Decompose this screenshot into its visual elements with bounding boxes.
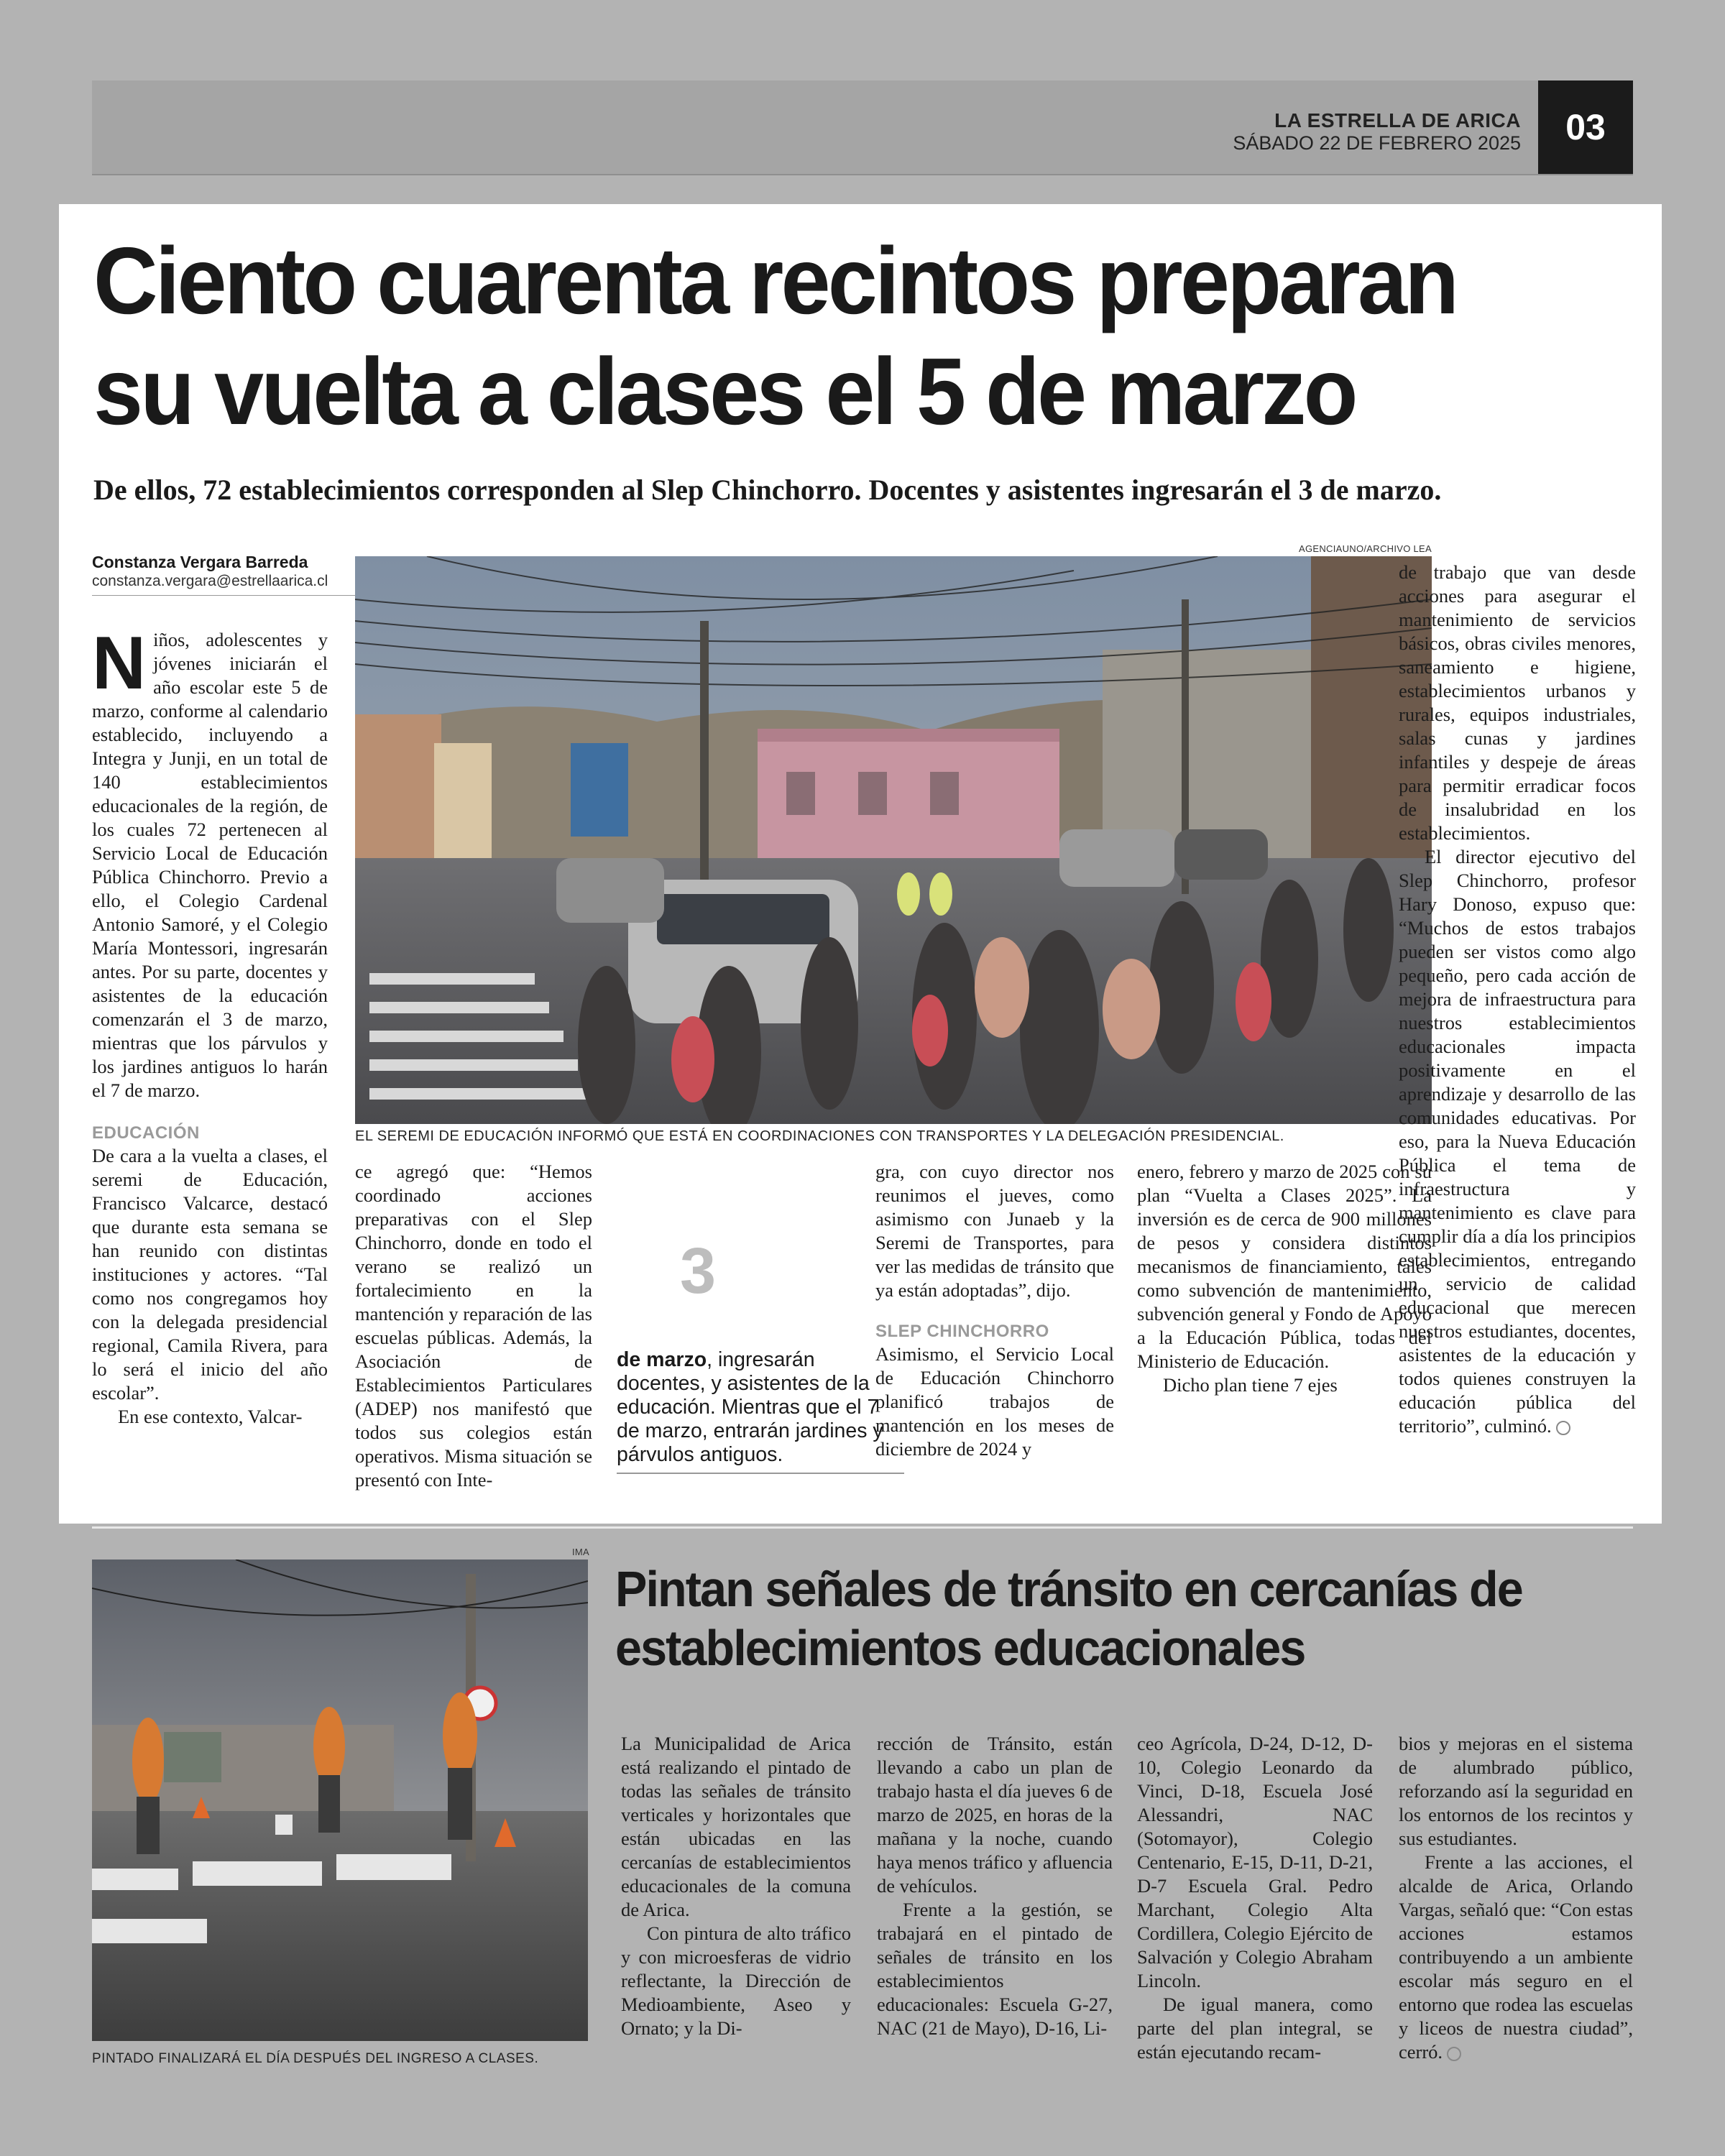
photo-caption: EL SEREMI DE EDUCACIÓN INFORMÓ QUE ESTÁ EN COORDINACIONES CON TRANSPORTES Y LA DELEGACIÓN PRESIDENCIAL. xyxy=(355,1128,1284,1144)
article-column-4 xyxy=(875,1160,1114,1461)
section-heading-educacion: EDUCACIÓN xyxy=(92,1123,200,1143)
byline xyxy=(92,552,394,596)
article2-column-2 xyxy=(877,1732,1113,2040)
drop-cap: N xyxy=(92,622,147,705)
pull-quote-text xyxy=(617,1348,904,1467)
pull-quote-body: , ingresarán docentes, y asistentes de la educación. Mientras que el 7 de marzo, entrarán jardines y párvulos antiguos. xyxy=(617,1348,883,1466)
paragraph: El director ejecutivo del Slep Chinchorro, profesor Hary Donoso, expuso que: “Muchos de estos trabajos pueden ser vistos como algo pequeño, pero cada acción de mejora de infraestructura para nuestros establecimientos educacionales impacta positivamente en el aprendizaje y desarrollo de las comunidades educativas. Por eso, para la Nueva Educación Pública el tema de infraestructura y mantenimiento es clave para cumplir día a día los principios establecimientos, entregando un servicio de calidad educacional que merecen nuestros estudiantes, docentes, asistentes de la educación y todos quienes construyen la educación pública del territorio”, culminó. xyxy=(1399,846,1636,1437)
paragraph: Dicho plan tiene 7 ejes xyxy=(1163,1374,1338,1396)
photo-credit-2: IMA xyxy=(571,1547,589,1557)
section-separator xyxy=(92,1526,1633,1529)
main-article xyxy=(59,204,1662,1524)
photo-credit: AGENCIAUNO/ARCHIVO LEA xyxy=(1298,543,1432,554)
road-painting-photo xyxy=(92,1560,588,2041)
headline: Ciento cuarenta recintos preparan su vuelta a clases el 5 de marzo xyxy=(93,228,1457,444)
section-heading-slep: SLEP CHINCHORRO xyxy=(875,1322,1049,1341)
paragraph: rección de Tránsito, están llevando a cabo un plan de trabajo hasta el día jueves 6 de marzo de 2025, en horas de la mañana y la noche, cuando haya menos tráfico y afluencia de vehículos. xyxy=(877,1733,1113,1897)
header-band xyxy=(92,80,1633,175)
article-column-6 xyxy=(1399,561,1636,1438)
paragraph: gra, con cuyo director nos reunimos el jueves, como asimismo con Junaeb y la Seremi de Transportes, para ver las medidas de tránsito que ya están adoptadas”, dijo. xyxy=(875,1161,1114,1301)
pull-quote-bold: de marzo xyxy=(617,1348,707,1371)
article-column-1 xyxy=(92,622,328,1429)
street-crossing-photo xyxy=(355,556,1432,1124)
pull-quote xyxy=(617,1235,904,1474)
paragraph: Asimismo, el Servicio Local de Educación Chinchorro planificó trabajos de mantención en los meses de diciembre de 2024 y xyxy=(875,1343,1114,1460)
paragraph: Frente a la gestión, se trabajará en el pintado de señales de tránsito en los establecimientos educacionales: Escuela G-27, NAC (21 de Mayo), D-16, Li- xyxy=(877,1899,1113,2039)
headline-2: Pintan señales de tránsito en cercanías de establecimientos educacionales xyxy=(615,1561,1522,1676)
paragraph: Frente a las acciones, el alcalde de Arica, Orlando Vargas, señaló que: “Con estas acciones estamos contribuyendo a un ambiente escolar más seguro en el entorno que rodea las escuelas y liceos de nuestra ciudad”, cerró. xyxy=(1399,1851,1633,2063)
photo-caption-2: PINTADO FINALIZARÁ EL DÍA DESPUÉS DEL INGRESO A CLASES. xyxy=(92,2051,539,2066)
paragraph: De cara a la vuelta a clases, el seremi de Educación, Francisco Valcarce, destacó que durante esta semana se han reunido con distintas instituciones y actores. “Tal como nos congregamos hoy con la delegada presidencial regional, Camila Rivera, para lo será el inicio del año escolar”. xyxy=(92,1145,328,1404)
article2-column-3 xyxy=(1137,1732,1373,2064)
author-name: Constanza Vergara Barreda xyxy=(92,553,308,571)
pull-quote-rule xyxy=(617,1473,904,1474)
paragraph: Con pintura de alto tráfico y con microesferas de vidrio reflectante, la Dirección de Medioambiente, Aseo y Ornato; y la Di- xyxy=(621,1922,851,2039)
paragraph: De igual manera, como parte del plan integral, se están ejecutando recam- xyxy=(1137,1994,1373,2063)
pull-quote-number: 3 xyxy=(680,1235,717,1307)
author-email: constanza.vergara@estrellaarica.cl xyxy=(92,573,328,589)
paragraph: de trabajo que van desde acciones para asegurar el mantenimiento de servicios básicos, obras civiles menores, saneamiento e higiene, establecimientos urbanos y rurales, equipos industriales, salas cunas y jardines infantiles y despeje de áreas para permitir erradicar focos de insalubridad en los establecimientos. xyxy=(1399,561,1636,844)
page-number: 03 xyxy=(1538,80,1633,174)
subheadline: De ellos, 72 establecimientos corresponden al Slep Chinchorro. Docentes y asistentes ingresarán el 3 de marzo. xyxy=(93,474,1442,506)
paragraph: bios y mejoras en el sistema de alumbrado público, reforzando así la seguridad en los entornos de los recintos y sus estudiantes. xyxy=(1399,1733,1633,1849)
article-column-2 xyxy=(355,1160,592,1492)
end-of-article-icon xyxy=(1447,2047,1461,2061)
byline-rule xyxy=(92,595,378,596)
masthead xyxy=(1233,109,1521,154)
article2-column-1 xyxy=(621,1732,851,2040)
paragraph: ceo Agrícola, D-24, D-12, D-10, Colegio Leonardo da Vinci, D-18, Escuela José Alessandri, NAC (Sotomayor), Colegio Centenario, E-15, D-11, D-21, D-7 Escuela Gral. Pedro Marchant, Colegio Alta Cordillera, Colegio Ejército de Salvación y Colegio Abraham Lincoln. xyxy=(1137,1733,1373,1991)
publication-name: LA ESTRELLA DE ARICA xyxy=(1274,109,1521,132)
paragraph: ce agregó que: “Hemos coordinado acciones preparativas con el Slep Chinchorro, donde en todo el verano se realizó un fortalecimiento en la mantención y reparación de las escuelas públicas. Además, la Asociación de Establecimientos Particulares (ADEP) nos manifestó que todos sus colegios están operativos. Misma situación se presentó con Inte- xyxy=(355,1161,592,1491)
paragraph: enero, febrero y marzo de 2025 con su plan “Vuelta a Clases 2025”. La inversión es de cerca de 900 millones de pesos y considera distintos mecanismos de financiamiento, tales como subvención de mantenimiento, subvención general y Fondo de Apoyo a la Educación Pública, todas del Ministerio de Educación. xyxy=(1137,1161,1432,1372)
end-of-article-icon xyxy=(1556,1421,1570,1435)
lead-paragraph: iños, adolescentes y jóvenes iniciarán el año escolar este 5 de marzo, conforme al calendario establecido, incluyendo a Integra y Junji, en un total de 140 establecimientos educacionales de la región, de los cuales 72 pertenecen al Servicio Local de Educación Pública Chinchorro. Previo a ello, el Colegio Cardenal Antonio Samoré, y el Colegio María Montessori, ingresarán antes. Por su parte, docentes y asistentes de la educación comenzarán el 3 de marzo, mientras que los párvulos y los jardines antiguos lo harán el 7 de marzo. xyxy=(92,629,328,1101)
publication-date: SÁBADO 22 DE FEBRERO 2025 xyxy=(1233,132,1521,154)
paragraph: La Municipalidad de Arica está realizando el pintado de todas las señales de tránsito verticales y horizontales que están ubicadas en las cercanías de establecimientos educacionales de la comuna de Arica. xyxy=(621,1733,851,1920)
paragraph: En ese contexto, Valcar- xyxy=(118,1406,303,1427)
article2-column-4 xyxy=(1399,1732,1633,2064)
article-column-5 xyxy=(1137,1160,1432,1397)
